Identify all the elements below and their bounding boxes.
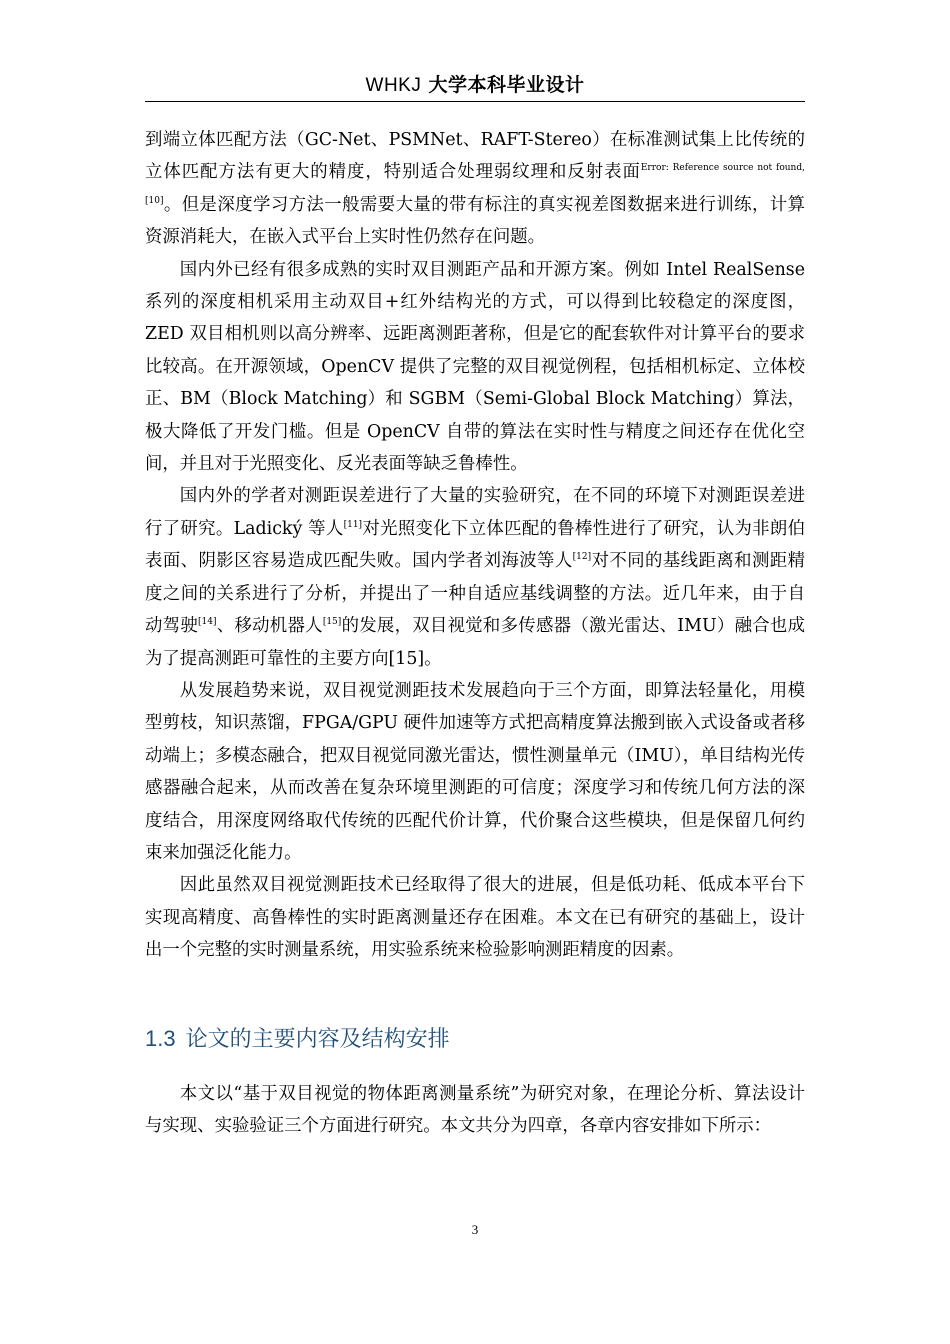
section-text (145, 1078, 805, 1143)
section-paragraph: 本文以“基于双目视觉的物体距离测量系统”为研究对象，在理论分析、算法设计与实现、实验验证三个方面进行研究。本文共分为四章，各章内容安排如下所示： (145, 1084, 805, 1137)
section-title: 论文的主要内容及结构安排 (185, 1027, 450, 1052)
page-header (145, 70, 805, 102)
paragraph-1-text-a: 到端立体匹配方法（GC-Net、PSMNet、RAFT-Stereo）在标准测试集上比传统的立体匹配方法有更大的精度，特别适合处理弱纹理和反射表面 (145, 130, 805, 183)
paragraph-4: 从发展趋势来说，双目视觉测距技术发展趋向于三个方面，即算法轻量化，用模型剪枝，知识蒸馏，FPGA/GPU 硬件加速等方式把高精度算法搬到嵌入式设备或者移动端上；多模态融合，把双目视觉同激光雷达，惯性测量单元（IMU），单目结构光传感器融合起来，从而改善在复杂环境里测距的可信度；深度学习和传统几何方法的深度结合，用深度网络取代传统的匹配代价计算，代价聚合这些模块，但是保留几何约束来加强泛化能力。 (145, 680, 805, 863)
main-text (145, 124, 805, 967)
paragraph-2: 国内外已经有很多成熟的实时双目测距产品和开源方案。例如 Intel RealSense 系列的深度相机采用主动双目+红外结构光的方式，可以得到比较稳定的深度图，ZED 双目相机则以高分辨率、远距离测距著称，但是它的配套软件对计算平台的要求比较高。在开源领域，OpenCV 提供了完整的双目视觉例程，包括相机标定、立体校正、BM（Block Matching）和 SGBM（Semi-Global Block Matching）算法，极大降低了开发门槛。但是 OpenCV 自带的算法在实时性与精度之间还存在优化空间，并且对于光照变化、反光表面等缺乏鲁棒性。 (145, 259, 805, 475)
paragraph-3-text-c: 对不同的基线距离和测距精度之间的关系进行了分析，并提出了一种自适应基线调整的方法。近几年来，由于自动驾驶 (145, 551, 805, 637)
reference-error-note: Error: Reference source not found,[10] (145, 163, 805, 207)
section-number: 1.3 (145, 1026, 176, 1051)
paragraph-3 (145, 480, 805, 674)
paragraph-3-text-a: 国内外的学者对测距误差进行了大量的实验研究，在不同的环境下对测距误差进行了研究。Ladický 等人 (145, 486, 805, 539)
page-number: 3 (471, 1222, 479, 1237)
citation-14: [14] (198, 617, 217, 628)
paragraph-1 (145, 124, 805, 254)
paragraph-3-text-b: 对光照变化下立体匹配的鲁棒性进行了研究，认为非朗伯表面、阴影区容易造成匹配失败。国内学者刘海波等人 (145, 518, 805, 572)
header-title: 大学本科毕业设计 (428, 74, 585, 96)
header-latin: WHKJ (365, 75, 422, 96)
citation-11: [11] (343, 520, 363, 531)
paragraph-3-text-d: 、移动机器人 (216, 616, 323, 637)
paragraph-3-text-e: 的发展，双目视觉和多传感器（激光雷达、IMU）融合也成为了提高测距可靠性的主要方向[15]。 (145, 616, 805, 669)
paragraph-5: 因此虽然双目视觉测距技术已经取得了很大的进展，但是低功耗、低成本平台下实现高精度、高鲁棒性的实时距离测量还存在困难。本文在已有研究的基础上，设计出一个完整的实时测量系统，用实验系统来检验影响测距精度的因素。 (145, 875, 805, 961)
paragraph-1-text-b: 。但是深度学习方法一般需要大量的带有标注的真实视差图数据来进行训练，计算资源消耗大，在嵌入式平台上实时性仍然存在问题。 (145, 194, 805, 248)
citation-12: [12] (572, 552, 592, 563)
citation-15: [15] (322, 617, 342, 628)
section-heading (145, 1022, 450, 1053)
